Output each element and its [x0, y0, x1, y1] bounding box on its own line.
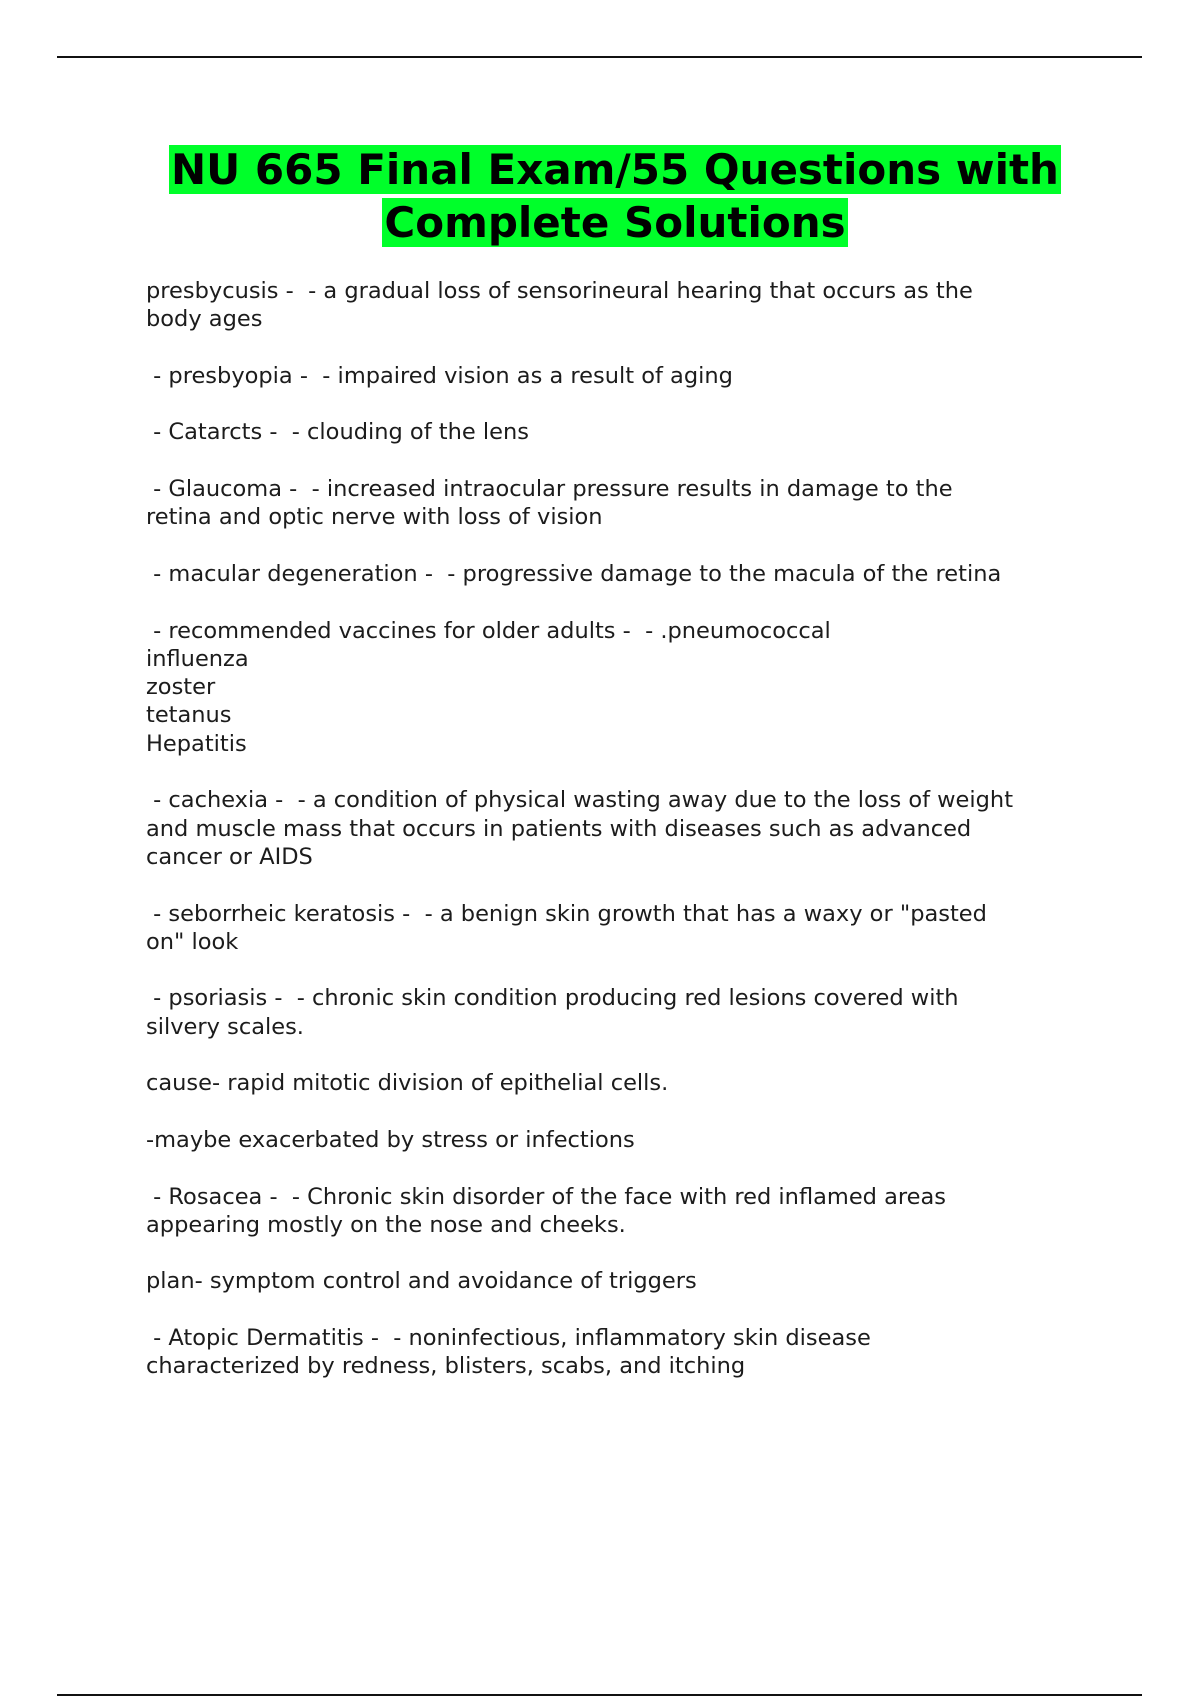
paragraph-line: - Glaucoma - - increased intraocular pressure results in damage to the — [146, 476, 953, 503]
paragraph-line: and muscle mass that occurs in patients with diseases such as advanced — [146, 815, 972, 842]
paragraph — [146, 475, 1086, 532]
paragraph — [146, 1324, 1086, 1381]
title-line-2: Complete Solutions — [384, 198, 846, 247]
paragraph — [146, 418, 1086, 446]
paragraph-line: - seborrheic keratosis - - a benign skin growth that has a waxy or "pasted — [146, 900, 987, 927]
paragraph-line: characterized by redness, blisters, scabs, and itching — [146, 1353, 746, 1380]
title-line-1: NU 665 Final Exam/55 Questions with — [171, 145, 1059, 194]
paragraph — [146, 786, 1086, 871]
paragraph-line: influenza — [146, 645, 249, 672]
paragraph-line: body ages — [146, 306, 263, 333]
paragraph-line: retina and optic nerve with loss of vision — [146, 504, 603, 531]
paragraph — [146, 617, 1086, 758]
paragraph — [146, 1126, 1086, 1154]
paragraph-line: - Atopic Dermatitis - - noninfectious, inflammatory skin disease — [146, 1324, 871, 1351]
document-body — [146, 277, 1086, 1409]
paragraph — [146, 362, 1086, 390]
paragraph — [146, 984, 1086, 1041]
paragraph-line: -maybe exacerbated by stress or infections — [146, 1126, 635, 1153]
paragraph-line: on" look — [146, 928, 239, 955]
paragraph-line: - macular degeneration - - progressive damage to the macula of the retina — [146, 560, 1002, 587]
paragraph — [146, 1069, 1086, 1097]
paragraph-line: Hepatitis — [146, 730, 247, 757]
paragraph — [146, 560, 1086, 588]
paragraph-line: - cachexia - - a condition of physical wasting away due to the loss of weight — [146, 787, 1014, 814]
paragraph-line: plan- symptom control and avoidance of triggers — [146, 1268, 697, 1295]
header-rule — [57, 56, 1142, 58]
paragraph — [146, 1267, 1086, 1295]
paragraph — [146, 900, 1086, 957]
paragraph-line: cancer or AIDS — [146, 843, 313, 870]
paragraph-line: tetanus — [146, 702, 232, 729]
paragraph-line: presbycusis - - a gradual loss of sensorineural hearing that occurs as the — [146, 278, 973, 304]
paragraph — [146, 277, 1086, 334]
paragraph-line: - presbyopia - - impaired vision as a result of aging — [146, 362, 733, 389]
paragraph-line: zoster — [146, 674, 216, 701]
paragraph-line: - Catarcts - - clouding of the lens — [146, 419, 529, 446]
paragraph-line: - recommended vaccines for older adults - - .pneumococcal — [146, 617, 831, 644]
paragraph-line: silvery scales. — [146, 1013, 304, 1040]
paragraph — [146, 1183, 1086, 1240]
document-title — [140, 143, 1090, 249]
footer-rule — [57, 1694, 1142, 1696]
paragraph-line: - Rosacea - - Chronic skin disorder of the face with red inflamed areas — [146, 1183, 946, 1210]
paragraph-line: cause- rapid mitotic division of epithelial cells. — [146, 1070, 669, 1097]
paragraph-line: - psoriasis - - chronic skin condition producing red lesions covered with — [146, 985, 959, 1012]
paragraph-line: appearing mostly on the nose and cheeks. — [146, 1211, 626, 1238]
